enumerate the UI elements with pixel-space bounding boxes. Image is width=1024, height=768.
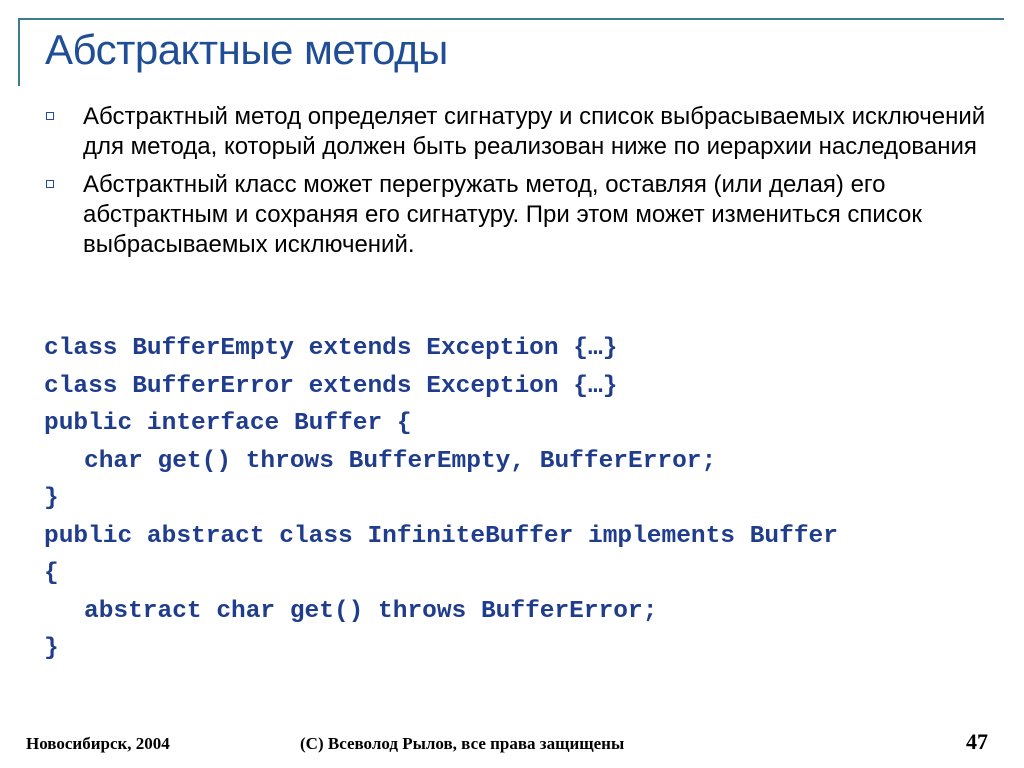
frame-top-line — [18, 18, 1004, 20]
square-bullet-icon — [46, 112, 54, 120]
code-line: char get() throws BufferEmpty, BufferError; — [84, 447, 717, 475]
bullet-item — [44, 170, 994, 260]
code-line: } — [44, 635, 59, 662]
code-line: public abstract class InfiniteBuffer implements Buffer — [44, 522, 838, 550]
code-line: } — [44, 485, 59, 512]
bullet-text: Абстрактный метод определяет сигнатуру и список выбрасываемых исключений для метода, который должен быть реализован ниже по иерархии наследования — [83, 103, 986, 160]
page-number: 47 — [966, 729, 988, 754]
bullet-item — [44, 102, 994, 162]
frame-left-line — [18, 18, 20, 86]
code-line: abstract char get() throws BufferError; — [84, 597, 658, 625]
slide-title: Абстрактные методы — [45, 26, 448, 73]
code-line: { — [44, 560, 59, 587]
code-line: class BufferError extends Exception {…} — [44, 372, 618, 400]
code-block — [44, 330, 838, 668]
code-line: public interface Buffer { — [44, 410, 412, 437]
footer-location-year: Новосибирск, 2004 — [26, 734, 170, 753]
bullet-list — [44, 102, 994, 268]
bullet-text: Абстрактный класс может перегружать метод, оставляя (или делая) его абстрактным и сохраняя его сигнатуру. При этом может измениться список выбрасываемых исключений. — [83, 171, 922, 258]
footer-copyright: (С) Всеволод Рылов, все права защищены — [300, 734, 625, 753]
square-bullet-icon — [46, 180, 54, 188]
code-line: class BufferEmpty extends Exception {…} — [44, 335, 618, 362]
